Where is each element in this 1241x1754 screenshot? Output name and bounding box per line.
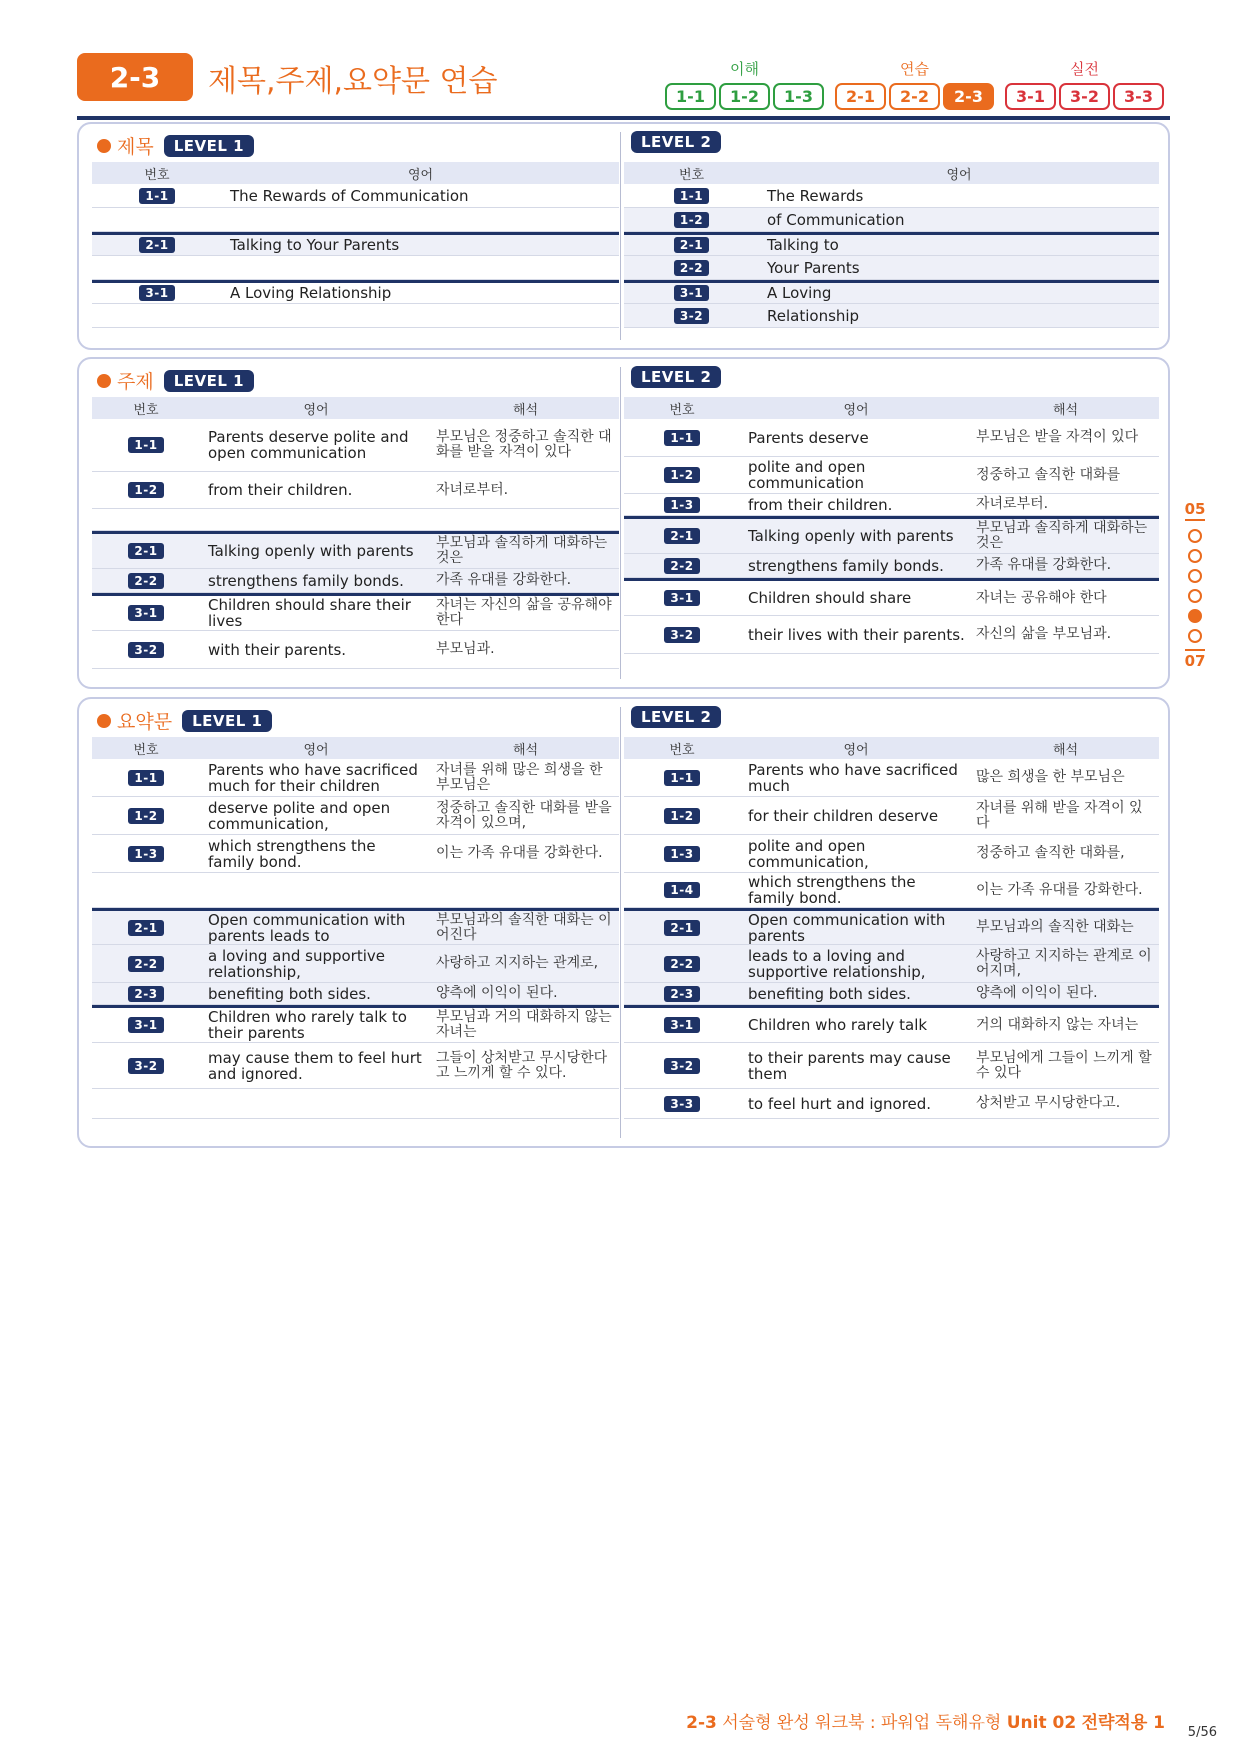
row-number-cell [92, 237, 222, 253]
row-number-cell [624, 430, 740, 446]
english-cell: a loving and supportive relationship, [208, 946, 385, 981]
bullet-dot-icon [97, 714, 111, 728]
table-row [624, 256, 1159, 280]
table-row [624, 797, 1159, 835]
row-number-cell [624, 558, 740, 574]
row-number-chip: 1-1 [664, 770, 699, 786]
bullet-dot-icon [97, 374, 111, 388]
english-cell: strengthens family bonds. [748, 556, 944, 575]
column-header-ko: 해석 [512, 402, 539, 418]
row-number-chip: 1-3 [664, 497, 699, 513]
table-row [92, 1089, 619, 1119]
row-number-chip: 1-1 [128, 770, 163, 786]
english-cell: Children should share [748, 589, 912, 607]
section-header [97, 707, 272, 734]
row-number-cell [92, 986, 200, 1002]
table-row [624, 184, 1159, 208]
korean-cell: 부모님은 정중하고 솔직한 대화를 받을 자격이 있다 [436, 429, 612, 460]
level-2-badge: LEVEL 2 [631, 706, 721, 728]
table-row [92, 569, 619, 593]
row-number-cell [92, 770, 200, 786]
column-header-ko: 해석 [512, 742, 539, 758]
row-number-chip: 3-2 [128, 642, 163, 658]
table-row [92, 797, 619, 835]
progress-circle-icon[interactable] [1188, 529, 1202, 543]
english-cell: Open communication with parents [748, 910, 946, 945]
english-cell: Children who rarely talk to their parents [208, 1008, 407, 1042]
korean-cell: 거의 대화하지 않는 자녀는 [976, 1016, 1139, 1033]
row-number-chip: 2-2 [664, 558, 699, 574]
level-1-table [92, 162, 619, 328]
section-name: 주제 [117, 371, 154, 393]
english-cell: may cause them to feel hurt and ignored. [208, 1048, 422, 1083]
table-row [624, 457, 1159, 494]
column-header-en: 영어 [303, 742, 329, 758]
level-1-badge: LEVEL 1 [164, 370, 254, 392]
header-rule [77, 116, 1170, 120]
column-header-row [92, 737, 619, 759]
table-row [92, 908, 619, 945]
korean-cell: 양측에 이익이 된다. [976, 985, 1098, 1001]
table-row [624, 232, 1159, 256]
table-row [624, 419, 1159, 457]
english-cell: their lives with their parents. [748, 625, 965, 644]
table-row [92, 945, 619, 983]
table-row [624, 280, 1159, 304]
korean-cell: 이는 가족 유대를 강화한다. [436, 845, 603, 861]
column-header-en: 영어 [407, 167, 434, 183]
english-cell: leads to a loving and supportive relationship, [748, 946, 926, 981]
english-cell: which strengthens the family bond. [748, 873, 916, 907]
korean-cell: 양측에 이익이 된다. [436, 985, 558, 1001]
level-2-table [624, 162, 1159, 328]
english-cell: Parents who have sacrificed much [748, 760, 958, 795]
english-cell: Talking openly with parents [748, 527, 954, 545]
korean-cell: 부모님에게 그들이 느끼게 할 수 있다 [976, 1049, 1152, 1081]
row-number-chip: 2-1 [674, 237, 709, 253]
korean-cell: 부모님과 솔직하게 대화하는 것은 [436, 535, 608, 566]
row-number-chip: 3-1 [139, 285, 174, 301]
english-cell: Children who rarely talk [748, 1016, 928, 1034]
table-row [624, 616, 1159, 654]
row-number-cell [624, 1096, 740, 1112]
english-cell: for their children deserve [748, 806, 939, 825]
bullet-dot-icon [97, 139, 111, 153]
row-number-cell [624, 260, 759, 276]
table-row [92, 631, 619, 669]
summary-panel [77, 697, 1170, 1148]
row-number-chip: 3-2 [664, 1058, 699, 1074]
column-header-row [624, 737, 1159, 759]
row-number-cell [92, 285, 222, 301]
korean-cell: 자녀는 자신의 삶을 공유해야 한다 [436, 597, 612, 628]
english-cell: polite and open communication, [748, 836, 869, 871]
korean-cell: 정중하고 솔직한 대화를 [976, 466, 1121, 483]
korean-cell: 부모님과의 솔직한 대화는 이어진다 [436, 911, 612, 943]
column-header-num: 번호 [669, 742, 695, 758]
row-number-cell [624, 882, 740, 898]
row-number-cell [92, 437, 200, 453]
step-group-label: 연습 [900, 60, 929, 78]
english-cell: of Communication [767, 210, 905, 229]
table-row [624, 1089, 1159, 1119]
page-title: 제목,주제,요약문 연습 [208, 64, 498, 99]
column-header-ko: 해석 [1052, 402, 1079, 418]
row-number-cell [624, 770, 740, 786]
english-cell: Relationship [767, 306, 860, 325]
row-number-cell [624, 497, 740, 513]
section-name: 요약문 [117, 711, 173, 733]
table-row [92, 280, 619, 304]
row-number-cell [624, 308, 759, 324]
row-number-chip: 1-2 [664, 808, 699, 824]
row-number-cell [92, 543, 200, 559]
english-cell: A Loving [767, 284, 832, 302]
korean-cell: 사랑하고 지지하는 관계로, [436, 955, 599, 971]
row-number-cell [624, 237, 759, 253]
korean-cell: 자녀로부터. [976, 496, 1049, 512]
table-row [92, 593, 619, 631]
table-row [624, 945, 1159, 983]
row-number-chip: 3-2 [128, 1058, 163, 1074]
row-number-chip: 2-3 [664, 986, 699, 1002]
table-row [92, 873, 619, 908]
table-row [624, 835, 1159, 873]
step-pill-1-1[interactable]: 1-1 [665, 83, 716, 110]
footer-unit: Unit 02 [1006, 1713, 1077, 1733]
korean-cell: 자녀를 위해 많은 희생을 한 부모님은 [436, 761, 603, 793]
english-cell: Parents deserve polite and open communication [208, 428, 409, 462]
row-number-chip: 2-2 [128, 573, 163, 589]
english-cell: Open communication with parents leads to [208, 910, 406, 945]
korean-cell: 부모님은 받을 자격이 있다 [976, 429, 1139, 445]
title-panel [77, 122, 1170, 350]
korean-cell: 부모님과의 솔직한 대화는 [976, 919, 1134, 935]
level-2-badge: LEVEL 2 [631, 131, 721, 153]
column-header-en: 영어 [946, 167, 972, 183]
step-group-label: 이해 [730, 60, 759, 78]
row-number-chip: 2-1 [664, 920, 699, 936]
english-cell: Children should share their lives [208, 596, 411, 630]
step-pill-3-1[interactable]: 3-1 [1005, 83, 1056, 110]
progress-start-label: 05 [1185, 500, 1206, 521]
footer-prefix: 2-3 [686, 1713, 717, 1733]
table-row [624, 983, 1159, 1005]
row-number-chip: 3-2 [674, 308, 709, 324]
footer [686, 1708, 1165, 1733]
english-cell: Parents who have sacrificed much for their children [208, 760, 418, 795]
english-cell: Talking to [767, 236, 839, 254]
table-row [624, 516, 1159, 554]
korean-cell: 자녀를 위해 받을 자격이 있다 [976, 799, 1143, 831]
progress-end-label: 07 [1185, 649, 1206, 670]
row-number-cell [92, 1058, 200, 1074]
row-number-cell [92, 482, 200, 498]
page-number: 5/56 [1187, 1725, 1217, 1740]
english-cell: polite and open communication [748, 458, 866, 492]
level-1-table [92, 737, 619, 1119]
row-number-chip: 1-1 [128, 437, 163, 453]
english-cell: Your Parents [767, 258, 860, 277]
korean-cell: 부모님과 거의 대화하지 않는 자녀는 [436, 1009, 612, 1040]
row-number-chip: 2-2 [128, 956, 163, 972]
table-row [92, 1043, 619, 1089]
progress-circle-icon[interactable] [1188, 549, 1202, 563]
english-cell: A Loving Relationship [230, 284, 392, 302]
table-row [92, 531, 619, 569]
row-number-chip: 3-3 [664, 1096, 699, 1112]
row-number-chip: 1-4 [664, 882, 699, 898]
row-number-chip: 2-1 [664, 528, 699, 544]
korean-cell: 정중하고 솔직한 대화를 받을 자격이 있으며, [436, 799, 612, 831]
level-divider [620, 132, 621, 340]
row-number-cell [624, 920, 740, 936]
column-header-ko: 해석 [1052, 742, 1079, 758]
table-row [624, 208, 1159, 232]
table-row [624, 494, 1159, 516]
row-number-chip: 1-1 [674, 188, 709, 204]
table-row [624, 578, 1159, 616]
row-number-cell [92, 846, 200, 862]
column-header-row [624, 162, 1159, 184]
row-number-chip: 1-2 [664, 467, 699, 483]
step-pill-3-2[interactable]: 3-2 [1059, 83, 1110, 110]
step-group-real [1005, 58, 1164, 110]
level-2-table [624, 397, 1159, 654]
step-group-label: 실전 [1070, 60, 1099, 78]
level-divider [620, 367, 621, 679]
row-number-cell [92, 605, 200, 621]
row-number-chip: 3-1 [664, 590, 699, 606]
korean-cell: 정중하고 솔직한 대화를, [976, 845, 1125, 861]
step-group-practice [835, 58, 994, 110]
table-row [92, 419, 619, 472]
table-row [92, 472, 619, 509]
korean-cell: 가족 유대를 강화한다. [436, 572, 572, 588]
section-badge: 2-3 [77, 53, 193, 101]
column-header-num: 번호 [133, 742, 159, 758]
row-number-chip: 1-2 [674, 212, 709, 228]
table-row [624, 304, 1159, 328]
korean-cell: 가족 유대를 강화한다. [976, 557, 1112, 573]
table-row [92, 208, 619, 232]
row-number-chip: 3-1 [128, 1017, 163, 1033]
row-number-chip: 2-2 [664, 956, 699, 972]
english-cell: strengthens family bonds. [208, 571, 404, 590]
table-row [92, 184, 619, 208]
row-number-cell [92, 956, 200, 972]
english-cell: The Rewards [767, 186, 864, 205]
english-cell: with their parents. [208, 640, 347, 659]
korean-cell: 그들이 상처받고 무시당한다고 느끼게 할 수 있다. [436, 1049, 608, 1081]
step-pill-2-1[interactable]: 2-1 [835, 83, 886, 110]
column-header-row [92, 162, 619, 184]
table-row [624, 908, 1159, 945]
row-number-cell [624, 846, 740, 862]
english-cell: to their parents may cause them [748, 1048, 951, 1083]
row-number-chip: 3-2 [664, 627, 699, 643]
section-header [97, 367, 254, 394]
row-number-cell [624, 590, 740, 606]
table-row [92, 304, 619, 328]
row-number-cell [624, 188, 759, 204]
table-row [92, 835, 619, 873]
row-number-cell [92, 920, 200, 936]
footer-suffix: 전략적용 1 [1081, 1713, 1165, 1733]
column-header-num: 번호 [669, 402, 695, 418]
row-number-chip: 1-2 [128, 808, 163, 824]
korean-cell: 자녀로부터. [436, 481, 509, 498]
level-1-badge: LEVEL 1 [182, 710, 272, 732]
row-number-cell [624, 808, 740, 824]
english-cell: Parents deserve [748, 428, 869, 447]
table-row [92, 509, 619, 531]
column-header-num: 번호 [144, 167, 170, 183]
step-pill-2-2[interactable]: 2-2 [889, 83, 940, 110]
column-header-row [92, 397, 619, 419]
english-cell: Talking to Your Parents [230, 236, 400, 254]
level-1-badge: LEVEL 1 [164, 135, 254, 157]
row-number-chip: 2-3 [128, 986, 163, 1002]
row-number-chip: 3-1 [674, 285, 709, 301]
korean-cell: 상처받고 무시당한다고. [976, 1095, 1121, 1111]
row-number-chip: 1-2 [128, 482, 163, 498]
row-number-cell [92, 188, 222, 204]
korean-cell: 사랑하고 지지하는 관계로 이어지며, [976, 947, 1152, 979]
row-number-cell [624, 956, 740, 972]
table-row [92, 256, 619, 280]
row-number-cell [624, 1017, 740, 1033]
row-number-cell [92, 1017, 200, 1033]
row-number-chip: 1-1 [139, 188, 174, 204]
english-cell: benefiting both sides. [208, 984, 371, 1003]
row-number-chip: 1-3 [664, 846, 699, 862]
table-row [624, 1005, 1159, 1043]
row-number-cell [624, 212, 759, 228]
row-number-chip: 2-1 [128, 920, 163, 936]
korean-cell: 이는 가족 유대를 강화한다. [976, 881, 1143, 898]
row-number-cell [624, 467, 740, 483]
english-cell: deserve polite and open communication, [208, 798, 391, 833]
row-number-cell [624, 285, 759, 301]
row-number-cell [624, 986, 740, 1002]
step-pill-2-3-active[interactable]: 2-3 [943, 83, 994, 110]
column-header-num: 번호 [678, 167, 705, 183]
row-number-cell [92, 808, 200, 824]
step-group-understand [665, 58, 824, 110]
table-row [624, 759, 1159, 797]
korean-cell: 자신의 삶을 부모님과. [976, 626, 1112, 642]
column-header-row [624, 397, 1159, 419]
english-cell: from their children. [748, 495, 893, 514]
progress-circle-icon[interactable] [1188, 569, 1202, 583]
level-divider [620, 707, 621, 1138]
unit-progress-nav [1183, 500, 1207, 670]
table-row [624, 873, 1159, 908]
column-header-en: 영어 [843, 402, 869, 418]
column-header-en: 영어 [843, 742, 869, 758]
column-header-num: 번호 [133, 402, 159, 418]
korean-cell: 자녀는 공유해야 한다 [976, 589, 1107, 606]
topic-panel [77, 357, 1170, 689]
row-number-cell [92, 573, 200, 589]
table-row [92, 232, 619, 256]
footer-text: 서술형 완성 워크북 : 파워업 독해유형 [722, 1713, 1002, 1733]
table-row [624, 1043, 1159, 1089]
row-number-chip: 2-2 [674, 260, 709, 276]
table-row [92, 983, 619, 1005]
progress-circle-current-icon[interactable] [1188, 609, 1202, 623]
row-number-cell [92, 642, 200, 658]
english-cell: to feel hurt and ignored. [748, 1094, 932, 1113]
row-number-chip: 1-1 [664, 430, 699, 446]
row-number-cell [624, 528, 740, 544]
level-1-table [92, 397, 619, 669]
row-number-chip: 1-3 [128, 846, 163, 862]
english-cell: from their children. [208, 481, 353, 499]
section-name: 제목 [117, 136, 154, 158]
english-cell: The Rewards of Communication [230, 186, 469, 205]
section-header [97, 132, 254, 159]
korean-cell: 많은 희생을 한 부모님은 [976, 769, 1125, 785]
row-number-chip: 3-1 [128, 605, 163, 621]
row-number-chip: 2-1 [128, 543, 163, 559]
table-row [92, 759, 619, 797]
table-row [92, 1005, 619, 1043]
level-2-badge: LEVEL 2 [631, 366, 721, 388]
table-row [624, 554, 1159, 578]
english-cell: which strengthens the family bond. [208, 836, 376, 871]
column-header-en: 영어 [303, 402, 329, 418]
korean-cell: 부모님과. [436, 641, 495, 657]
row-number-chip: 2-1 [139, 237, 174, 253]
progress-circle-icon[interactable] [1188, 629, 1202, 643]
row-number-chip: 3-1 [664, 1017, 699, 1033]
progress-circle-icon[interactable] [1188, 589, 1202, 603]
row-number-cell [624, 627, 740, 643]
english-cell: Talking openly with parents [208, 542, 414, 560]
step-pill-1-2[interactable]: 1-2 [719, 83, 770, 110]
english-cell: benefiting both sides. [748, 984, 911, 1003]
row-number-cell [624, 1058, 740, 1074]
step-pill-1-3[interactable]: 1-3 [773, 83, 824, 110]
level-2-table [624, 737, 1159, 1119]
step-pill-3-3[interactable]: 3-3 [1113, 83, 1164, 110]
korean-cell: 부모님과 솔직하게 대화하는 것은 [976, 520, 1148, 551]
